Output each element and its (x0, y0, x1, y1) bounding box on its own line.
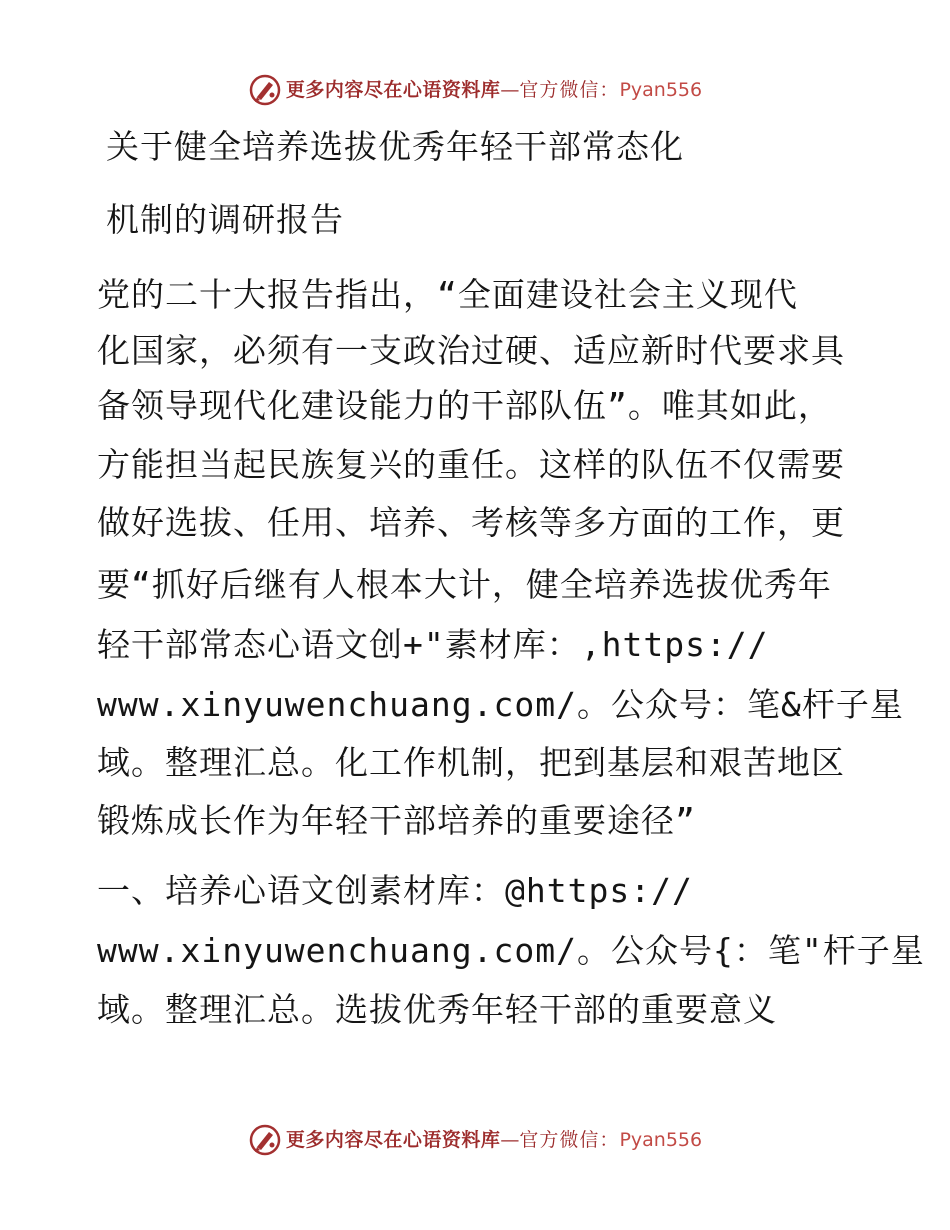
section-line: 一、培养心语文创素材库：@https:// (97, 871, 693, 910)
wechat-label: 官方微信： (519, 79, 620, 101)
body-line: www.xinyuwenchuang.com/。公众号：笔&杆子星 (97, 685, 904, 724)
wechat-handle: Pyan556 (619, 1129, 703, 1151)
section-line: 域。整理汇总。选拔优秀年轻干部的重要意义 (97, 990, 777, 1029)
banner-dash: — (500, 1129, 520, 1151)
body-line: 党的二十大报告指出，“全面建设社会主义现代 (97, 275, 798, 314)
pen-logo-icon (248, 73, 282, 107)
doc-title-line-2: 机制的调研报告 (106, 200, 344, 239)
section-line: www.xinyuwenchuang.com/。公众号{：笔"杆子星 (97, 931, 925, 970)
body-line: 化国家，必须有一支政治过硬、适应新时代要求具 (97, 331, 845, 370)
wechat-label: 官方微信： (519, 1129, 620, 1151)
wechat-handle: Pyan556 (619, 79, 703, 101)
footer-banner (0, 1120, 950, 1160)
body-line: 备领导现代化建设能力的干部队伍”。唯其如此， (97, 386, 832, 425)
body-line: 锻炼成长作为年轻干部培养的重要途径” (97, 801, 696, 840)
body-line: 方能担当起民族复兴的重任。这样的队伍不仅需要 (97, 445, 845, 484)
header-banner (0, 70, 950, 110)
body-line: 域。整理汇总。化工作机制，把到基层和艰苦地区 (97, 743, 845, 782)
doc-title-line-1: 关于健全培养选拔优秀年轻干部常态化 (106, 127, 684, 166)
body-line: 做好选拔、任用、培养、考核等多方面的工作，更 (97, 503, 845, 542)
site-name: 更多内容尽在心语资料库 (285, 1129, 501, 1151)
banner-dash: — (500, 79, 520, 101)
site-name: 更多内容尽在心语资料库 (285, 79, 501, 101)
pen-logo-icon (248, 1123, 282, 1157)
body-line: 轻干部常态心语文创+"素材库：,https:// (97, 625, 769, 664)
body-line: 要“抓好后继有人根本大计，健全培养选拔优秀年 (97, 565, 832, 604)
